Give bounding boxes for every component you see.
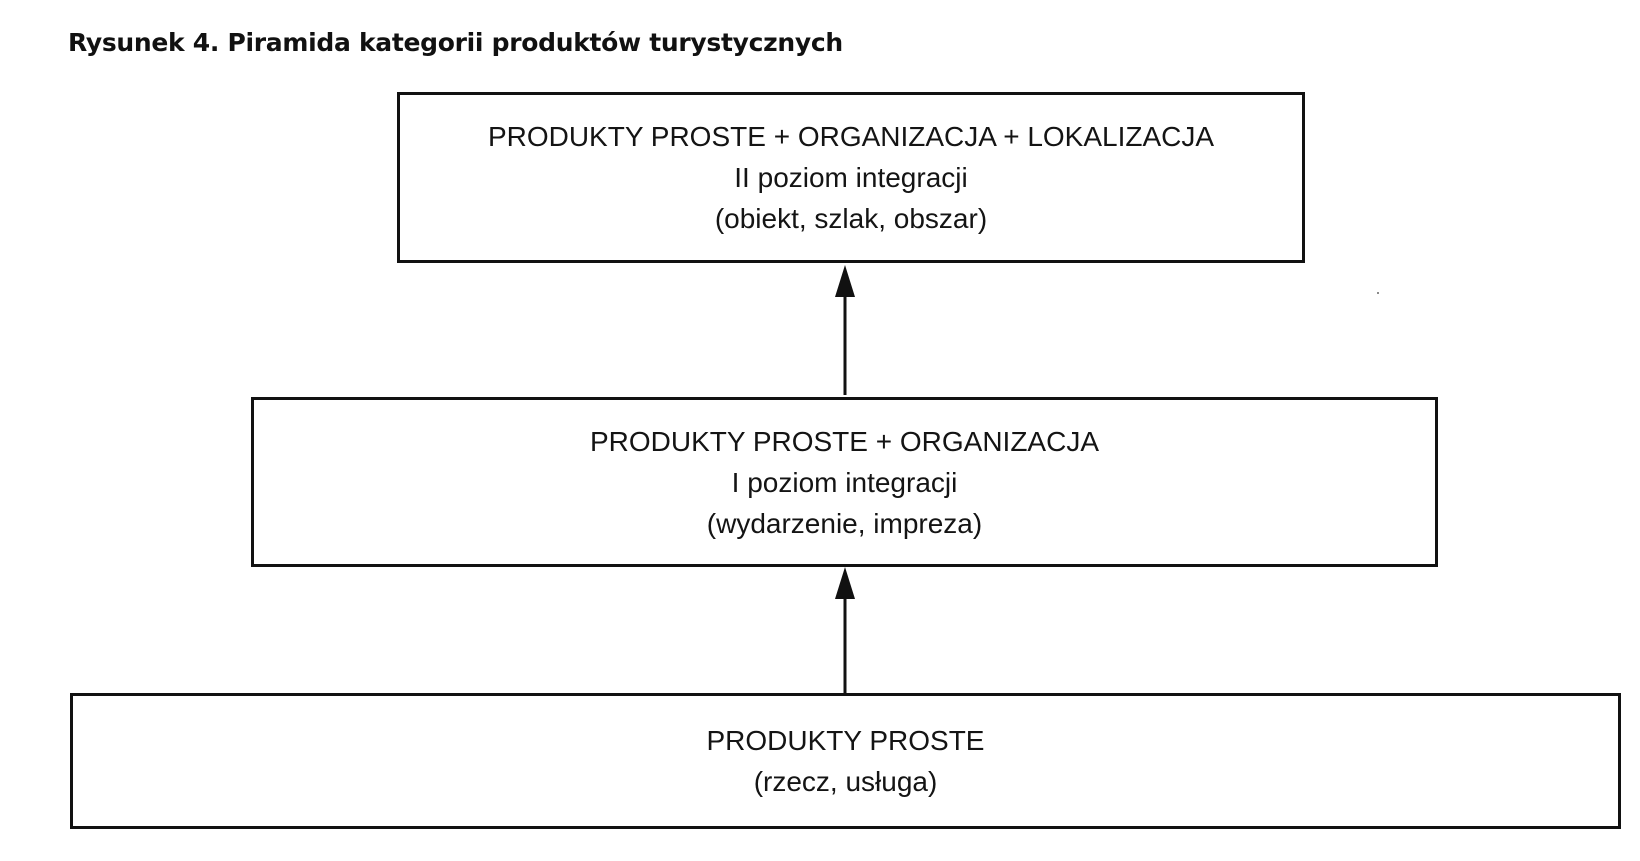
scan-speck (1377, 292, 1379, 294)
arrow-bottom-to-middle (830, 567, 860, 693)
level-middle-title: PRODUKTY PROSTE + ORGANIZACJA (589, 425, 1100, 457)
level-middle-examples: (wydarzenie, impreza) (706, 507, 983, 539)
level-bottom-title: PRODUKTY PROSTE (706, 725, 985, 756)
level-top-integration-label: II poziom integracji (734, 162, 968, 193)
arrow-bottom-to-middle-head (835, 567, 855, 599)
level-middle-integration-label: I poziom integracji (731, 466, 958, 498)
level-box-top (397, 92, 1305, 263)
level-box-middle (251, 397, 1438, 567)
figure-caption: Rysunek 4. Piramida kategorii produktów turystycznych (68, 28, 843, 57)
level-bottom-examples: (rzecz, usługa) (753, 766, 938, 797)
level-top-examples: (obiekt, szlak, obszar) (714, 203, 988, 234)
level-box-bottom (70, 693, 1621, 829)
level-top-title: PRODUKTY PROSTE + ORGANIZACJA + LOKALIZACJA (487, 121, 1215, 152)
arrow-middle-to-top (830, 265, 860, 395)
arrow-middle-to-top-head (835, 265, 855, 297)
